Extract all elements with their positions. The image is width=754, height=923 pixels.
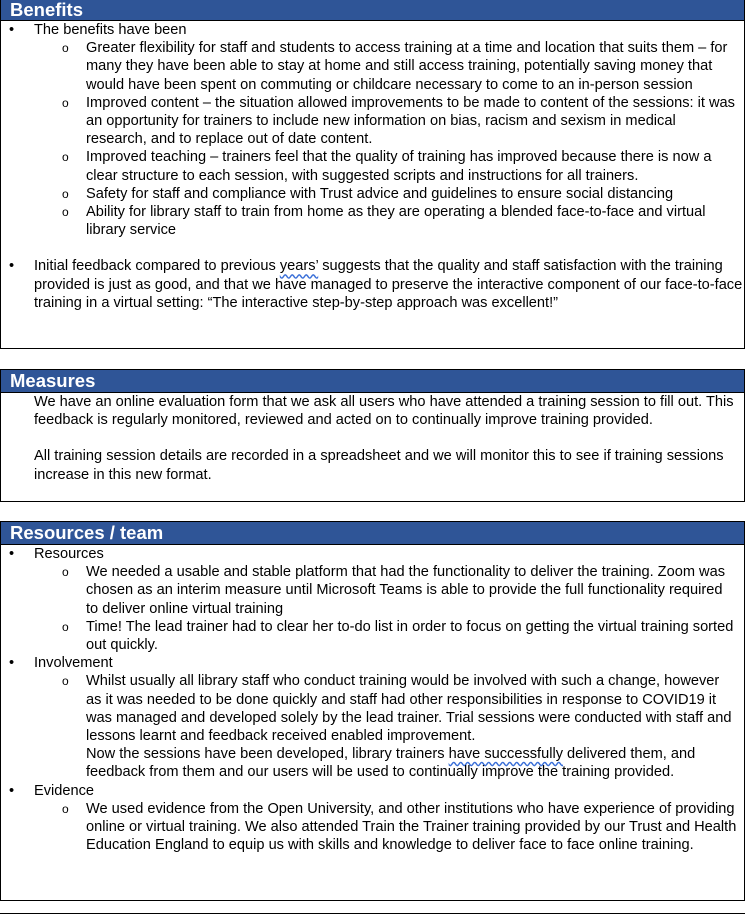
sub-list-item [1,148,744,184]
sub-item-text: We needed a usable and stable platform that had the functionality to deliver the training. Zoom was chosen as an interim measure until Microsoft Teams is able to provide the full functionality required to deliver online virtual training [86,564,725,617]
sub-item-text: Greater flexibility for staff and students to access training at a time and location that suits them – for many they have been able to stay at home and still access training, potentially saving money that would have been spent on commuting or childcare necessary to come to an in-person session [86,40,728,93]
spellcheck-word[interactable]: years’ [279,258,319,275]
list-item-text: The benefits have been [34,22,187,38]
list-item-text: Resources [34,546,104,562]
benefits-section [0,0,745,349]
text-run: Initial feedback compared to previous [34,258,280,275]
table-border [0,913,745,914]
list-item-text: Involvement [34,655,113,672]
sub-item-text: We used evidence from the Open University, and other institutions who have experience of providing online or virtual training. We also attended Train the Trainer training provided by our Trust and Health Education England to equip us with skills and knowledge to deliver face to face online training. [86,800,737,854]
sub-list-item [1,800,744,855]
sub-item-text [86,673,732,780]
circle-bullet-icon: o [62,619,69,634]
paragraph: We have an online evaluation form that we ask all users who have attended a training session to fill out. This feedback is regularly monitored, reviewed and acted on to continually improve training provided. [34,394,734,429]
list-item [1,654,744,672]
text-run: Whilst usually all library staff who conduct training would be involved with such a change, however as it was needed to be done quickly and staff had other responsibilities in response to COVID19 it was managed and developed solely by the lead trainer. Trial sessions were conducted with staff and lessons learnt and feedback received enabled improvement. [86,673,732,745]
section-heading: Measures [1,370,744,393]
sub-list-item [1,185,744,203]
list-item [1,545,744,563]
spacer [1,429,744,447]
circle-bullet-icon: o [62,801,69,816]
sub-list-item [1,39,744,94]
sub-item-text: Time! The lead trainer had to clear her to-do list in order to focus on getting the virtual training sorted out quickly. [86,618,734,654]
circle-bullet-icon: o [62,205,69,220]
bullet-icon: • [9,22,15,38]
section-heading: Benefits [1,0,744,21]
list-item [1,21,744,39]
bullet-icon: • [9,258,15,275]
list-item-text [34,258,742,310]
sub-list-item [1,563,744,618]
text-run: delivered them, and feedback from them and our users will be used to continually improve the training provided. [86,746,696,781]
circle-bullet-icon: o [62,41,69,56]
circle-bullet-icon: o [62,565,69,580]
sub-item-text: Ability for library staff to train from home as they are operating a blended face-to-face and virtual library service [86,204,706,239]
sub-list-item [1,203,744,239]
list-item [1,782,744,800]
bullet-icon: • [9,546,15,562]
sub-item-text: Improved teaching – trainers feel that the quality of training has improved because there is now a clear structure to each session, with suggested scripts and instructions for all trainers. [86,149,712,184]
spacer [1,239,744,257]
paragraph: All training session details are recorded in a spreadsheet and we will monitor this to see if training sessions increase in this new format. [34,448,724,483]
text-run: Now the sessions have been developed, library trainers [86,746,449,763]
sub-list-item [1,94,744,149]
sub-list-item [1,618,744,654]
circle-bullet-icon: o [62,186,69,201]
sub-item-text: Improved content – the situation allowed improvements to be made to content of the sessions: it was an opportunity for trainers to include new information on bias, racism and sexism in medical research, and to replace out of date content. [86,94,735,148]
spellcheck-word[interactable]: have successfully [448,746,563,763]
circle-bullet-icon: o [62,95,69,110]
measures-section [0,369,745,502]
bullet-icon: • [9,655,15,672]
list-item-text: Evidence [34,782,95,799]
bullet-icon: • [9,782,15,799]
text-run: suggests that the quality and staff satisfaction with the training provided is just as good, and that we have managed to preserve the interactive component of our face-to-face training in a virtual setting: “The interactive step-by-step approach was excellent!” [34,258,743,311]
list-item [1,257,744,312]
section-heading: Resources / team [1,522,744,545]
sub-list-item [1,672,744,781]
resources-section [0,521,745,901]
circle-bullet-icon: o [62,150,69,165]
circle-bullet-icon: o [62,674,69,689]
sub-item-text: Safety for staff and compliance with Trust advice and guidelines to ensure social distancing [86,185,674,202]
